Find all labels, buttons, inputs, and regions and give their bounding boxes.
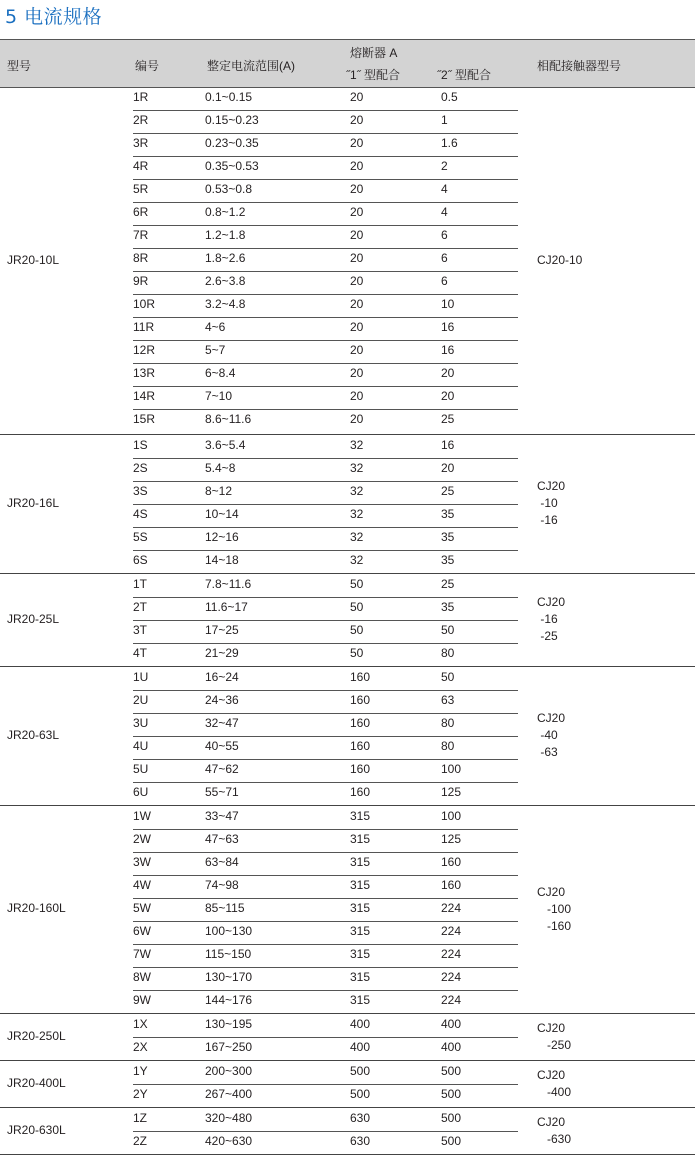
row-fuse-type2: 500 bbox=[441, 1111, 462, 1125]
contactor-model: CJ20 -10 -16 bbox=[537, 479, 566, 527]
contactor-model: CJ20-10 bbox=[537, 253, 583, 267]
row-code: 2Z bbox=[133, 1134, 148, 1148]
contactor-model: CJ20 -40 -63 bbox=[537, 711, 566, 759]
row-fuse-type2: 4 bbox=[441, 182, 448, 196]
row-range: 5~7 bbox=[205, 343, 226, 357]
row-fuse-type2: 63 bbox=[441, 693, 455, 707]
row-fuse-type2: 500 bbox=[441, 1134, 462, 1148]
row-range: 7.8~11.6 bbox=[205, 577, 252, 591]
row-code: 4U bbox=[133, 739, 149, 753]
table-bottom-border bbox=[0, 1154, 695, 1155]
row-fuse-type1: 630 bbox=[350, 1111, 371, 1125]
row-code: 5S bbox=[133, 530, 148, 544]
row-fuse-type1: 160 bbox=[350, 785, 371, 799]
table-row bbox=[133, 1014, 518, 1038]
row-fuse-type2: 224 bbox=[441, 970, 462, 984]
row-fuse-type1: 32 bbox=[350, 553, 364, 567]
model-name: JR20-630L bbox=[7, 1122, 66, 1137]
row-code: 2S bbox=[133, 461, 148, 475]
table-row bbox=[133, 340, 518, 364]
header-contactor: 相配接触器型号 bbox=[537, 59, 622, 73]
contactor-model: CJ20 -630 bbox=[537, 1114, 572, 1146]
row-fuse-type1: 315 bbox=[350, 970, 371, 984]
row-code: 1R bbox=[133, 90, 149, 104]
row-fuse-type1: 315 bbox=[350, 809, 371, 823]
row-code: 3W bbox=[133, 855, 151, 869]
row-code: 4R bbox=[133, 159, 149, 173]
table-row bbox=[133, 597, 518, 621]
row-fuse-type1: 20 bbox=[350, 343, 364, 357]
model-name: JR20-16L bbox=[7, 495, 60, 510]
header-code: 编号 bbox=[135, 59, 160, 73]
row-fuse-type2: 400 bbox=[441, 1017, 462, 1031]
row-fuse-type2: 400 bbox=[441, 1040, 462, 1054]
row-range: 40~55 bbox=[205, 739, 239, 753]
table-row bbox=[133, 550, 518, 573]
header-fuse: 熔断器 A bbox=[350, 46, 398, 60]
row-range: 63~84 bbox=[205, 855, 239, 869]
table-row bbox=[133, 435, 518, 459]
row-fuse-type2: 25 bbox=[441, 577, 455, 591]
row-fuse-type2: 125 bbox=[441, 832, 462, 846]
row-fuse-type2: 224 bbox=[441, 947, 462, 961]
table-row bbox=[133, 504, 518, 528]
model-group bbox=[0, 1013, 695, 1060]
table-row bbox=[133, 1084, 518, 1107]
table-row bbox=[133, 1061, 518, 1085]
table-row bbox=[133, 294, 518, 318]
row-code: 10R bbox=[133, 297, 156, 311]
model-name: JR20-250L bbox=[7, 1028, 66, 1043]
row-fuse-type1: 50 bbox=[350, 646, 364, 660]
row-code: 9R bbox=[133, 274, 149, 288]
row-fuse-type1: 400 bbox=[350, 1017, 371, 1031]
model-name: JR20-10L bbox=[7, 252, 60, 267]
row-range: 16~24 bbox=[205, 670, 239, 684]
table-row bbox=[133, 875, 518, 899]
row-code: 5R bbox=[133, 182, 149, 196]
row-fuse-type2: 125 bbox=[441, 785, 462, 799]
row-code: 6W bbox=[133, 924, 151, 938]
table-row bbox=[133, 156, 518, 180]
row-fuse-type2: 224 bbox=[441, 901, 462, 915]
row-code: 8R bbox=[133, 251, 149, 265]
row-fuse-type1: 20 bbox=[350, 182, 364, 196]
row-fuse-type2: 6 bbox=[441, 251, 448, 265]
row-fuse-type1: 20 bbox=[350, 366, 364, 380]
model-group bbox=[0, 805, 695, 1013]
header-model: 型号 bbox=[7, 59, 32, 73]
row-range: 21~29 bbox=[205, 646, 239, 660]
row-fuse-type1: 500 bbox=[350, 1087, 371, 1101]
table-row bbox=[133, 1037, 518, 1060]
model-name: JR20-25L bbox=[7, 611, 60, 626]
row-range: 115~150 bbox=[205, 947, 252, 961]
row-code: 5U bbox=[133, 762, 149, 776]
section-title: 5 电流规格 bbox=[5, 6, 103, 28]
model-name: JR20-400L bbox=[7, 1075, 66, 1090]
row-fuse-type1: 20 bbox=[350, 205, 364, 219]
row-fuse-type2: 224 bbox=[441, 924, 462, 938]
row-fuse-type1: 315 bbox=[350, 901, 371, 915]
table-row bbox=[133, 481, 518, 505]
row-range: 32~47 bbox=[205, 716, 239, 730]
row-fuse-type2: 50 bbox=[441, 623, 455, 637]
row-fuse-type2: 16 bbox=[441, 438, 455, 452]
table-row bbox=[133, 317, 518, 341]
table-row bbox=[133, 248, 518, 272]
row-code: 2T bbox=[133, 600, 148, 614]
row-code: 1Z bbox=[133, 1111, 148, 1125]
row-fuse-type2: 80 bbox=[441, 739, 455, 753]
row-code: 1W bbox=[133, 809, 151, 823]
table-row bbox=[133, 921, 518, 945]
row-fuse-type2: 6 bbox=[441, 228, 448, 242]
row-range: 3.6~5.4 bbox=[205, 438, 246, 452]
header-fuse-type1: ˝1˝ 型配合 bbox=[346, 68, 401, 82]
row-range: 8~12 bbox=[205, 484, 233, 498]
model-group bbox=[0, 434, 695, 573]
row-code: 3U bbox=[133, 716, 149, 730]
row-fuse-type2: 4 bbox=[441, 205, 448, 219]
row-range: 130~170 bbox=[205, 970, 253, 984]
table-row bbox=[133, 620, 518, 644]
row-range: 100~130 bbox=[205, 924, 253, 938]
table-row bbox=[133, 179, 518, 203]
row-fuse-type1: 500 bbox=[350, 1064, 371, 1078]
row-fuse-type1: 20 bbox=[350, 412, 364, 426]
row-fuse-type2: 80 bbox=[441, 646, 455, 660]
table-row bbox=[133, 458, 518, 482]
table-row bbox=[133, 110, 518, 134]
contactor-model: CJ20 -100 -160 bbox=[537, 884, 572, 933]
row-fuse-type1: 315 bbox=[350, 924, 371, 938]
row-code: 3T bbox=[133, 623, 148, 637]
row-range: 0.53~0.8 bbox=[205, 182, 253, 196]
row-range: 0.8~1.2 bbox=[205, 205, 246, 219]
row-fuse-type1: 32 bbox=[350, 461, 364, 475]
row-range: 2.6~3.8 bbox=[205, 274, 246, 288]
row-fuse-type2: 1 bbox=[441, 113, 448, 127]
row-fuse-type2: 500 bbox=[441, 1087, 462, 1101]
row-fuse-type2: 500 bbox=[441, 1064, 462, 1078]
model-group bbox=[0, 573, 695, 666]
row-fuse-type2: 10 bbox=[441, 297, 455, 311]
row-code: 1S bbox=[133, 438, 148, 452]
row-fuse-type2: 80 bbox=[441, 716, 455, 730]
row-fuse-type2: 35 bbox=[441, 600, 455, 614]
row-fuse-type1: 315 bbox=[350, 878, 371, 892]
table-row bbox=[133, 690, 518, 714]
row-code: 4T bbox=[133, 646, 148, 660]
row-fuse-type2: 16 bbox=[441, 343, 455, 357]
model-group bbox=[0, 87, 695, 434]
row-fuse-type2: 0.5 bbox=[441, 90, 458, 104]
row-range: 130~195 bbox=[205, 1017, 253, 1031]
row-fuse-type2: 35 bbox=[441, 530, 455, 544]
row-range: 1.8~2.6 bbox=[205, 251, 246, 265]
table-row bbox=[133, 852, 518, 876]
row-range: 0.15~0.23 bbox=[205, 113, 259, 127]
row-fuse-type1: 50 bbox=[350, 623, 364, 637]
table-row bbox=[133, 202, 518, 226]
row-range: 167~250 bbox=[205, 1040, 253, 1054]
row-fuse-type1: 20 bbox=[350, 90, 364, 104]
row-fuse-type2: 224 bbox=[441, 993, 462, 1007]
row-code: 4S bbox=[133, 507, 148, 521]
row-code: 15R bbox=[133, 412, 156, 426]
row-code: 2Y bbox=[133, 1087, 148, 1101]
row-code: 3R bbox=[133, 136, 149, 150]
model-group bbox=[0, 1107, 695, 1154]
row-code: 2W bbox=[133, 832, 151, 846]
table-row bbox=[133, 363, 518, 387]
row-fuse-type1: 32 bbox=[350, 438, 364, 452]
row-fuse-type2: 35 bbox=[441, 507, 455, 521]
row-range: 320~480 bbox=[205, 1111, 253, 1125]
table-row bbox=[133, 225, 518, 249]
row-code: 1U bbox=[133, 670, 149, 684]
row-code: 4W bbox=[133, 878, 151, 892]
row-range: 12~16 bbox=[205, 530, 239, 544]
row-fuse-type2: 25 bbox=[441, 412, 455, 426]
table-header bbox=[0, 39, 695, 88]
table-row bbox=[133, 667, 518, 691]
row-range: 420~630 bbox=[205, 1134, 253, 1148]
table-row bbox=[133, 527, 518, 551]
row-fuse-type1: 315 bbox=[350, 947, 371, 961]
row-range: 47~63 bbox=[205, 832, 239, 846]
row-range: 0.35~0.53 bbox=[205, 159, 259, 173]
table-row bbox=[133, 87, 518, 111]
row-fuse-type1: 20 bbox=[350, 274, 364, 288]
model-group bbox=[0, 666, 695, 805]
row-fuse-type2: 160 bbox=[441, 855, 462, 869]
row-fuse-type2: 50 bbox=[441, 670, 455, 684]
row-range: 17~25 bbox=[205, 623, 239, 637]
row-fuse-type1: 32 bbox=[350, 530, 364, 544]
table-row bbox=[133, 574, 518, 598]
row-range: 3.2~4.8 bbox=[205, 297, 246, 311]
row-code: 2X bbox=[133, 1040, 148, 1054]
row-fuse-type2: 100 bbox=[441, 809, 462, 823]
row-range: 4~6 bbox=[205, 320, 226, 334]
row-range: 14~18 bbox=[205, 553, 239, 567]
model-name: JR20-160L bbox=[7, 901, 66, 915]
row-fuse-type1: 20 bbox=[350, 389, 364, 403]
row-fuse-type1: 315 bbox=[350, 993, 371, 1007]
row-range: 11.6~17 bbox=[205, 600, 248, 614]
row-fuse-type1: 20 bbox=[350, 297, 364, 311]
row-fuse-type1: 315 bbox=[350, 832, 371, 846]
row-fuse-type1: 20 bbox=[350, 159, 364, 173]
row-code: 13R bbox=[133, 366, 156, 380]
row-code: 2R bbox=[133, 113, 149, 127]
table-row bbox=[133, 829, 518, 853]
row-range: 85~115 bbox=[205, 901, 245, 915]
model-group bbox=[0, 1060, 695, 1107]
row-code: 7R bbox=[133, 228, 149, 242]
table-row bbox=[133, 806, 518, 830]
row-range: 74~98 bbox=[205, 878, 239, 892]
table-row bbox=[133, 898, 518, 922]
row-fuse-type1: 400 bbox=[350, 1040, 371, 1054]
row-fuse-type2: 20 bbox=[441, 366, 455, 380]
row-fuse-type1: 160 bbox=[350, 739, 371, 753]
table-row bbox=[133, 944, 518, 968]
row-code: 1Y bbox=[133, 1064, 148, 1078]
table-row bbox=[133, 1108, 518, 1132]
row-code: 1T bbox=[133, 577, 148, 591]
row-range: 8.6~11.6 bbox=[205, 412, 252, 426]
row-fuse-type1: 630 bbox=[350, 1134, 371, 1148]
row-fuse-type2: 25 bbox=[441, 484, 455, 498]
header-fuse-type2: ˝2˝ 型配合 bbox=[437, 68, 492, 82]
table-row bbox=[133, 736, 518, 760]
table-row bbox=[133, 643, 518, 666]
row-range: 7~10 bbox=[205, 389, 233, 403]
table-row bbox=[133, 759, 518, 783]
row-code: 1X bbox=[133, 1017, 148, 1031]
row-code: 12R bbox=[133, 343, 156, 357]
row-fuse-type2: 1.6 bbox=[441, 136, 458, 150]
row-fuse-type1: 20 bbox=[350, 320, 364, 334]
table-row bbox=[133, 133, 518, 157]
row-fuse-type1: 32 bbox=[350, 507, 364, 521]
contactor-model: CJ20 -16 -25 bbox=[537, 595, 566, 643]
row-range: 200~300 bbox=[205, 1064, 253, 1078]
row-code: 9W bbox=[133, 993, 151, 1007]
row-fuse-type2: 2 bbox=[441, 159, 448, 173]
row-code: 7W bbox=[133, 947, 151, 961]
row-fuse-type2: 20 bbox=[441, 461, 455, 475]
model-name: JR20-63L bbox=[7, 727, 60, 742]
table-row bbox=[133, 409, 518, 432]
row-range: 267~400 bbox=[205, 1087, 253, 1101]
row-fuse-type1: 50 bbox=[350, 600, 364, 614]
row-fuse-type1: 32 bbox=[350, 484, 364, 498]
row-code: 5W bbox=[133, 901, 151, 915]
row-range: 6~8.4 bbox=[205, 366, 236, 380]
row-fuse-type2: 16 bbox=[441, 320, 455, 334]
row-fuse-type1: 160 bbox=[350, 670, 371, 684]
row-fuse-type1: 160 bbox=[350, 762, 371, 776]
table-row bbox=[133, 990, 518, 1013]
row-range: 5.4~8 bbox=[205, 461, 236, 475]
row-range: 55~71 bbox=[205, 785, 239, 799]
row-fuse-type1: 20 bbox=[350, 228, 364, 242]
table-row bbox=[133, 782, 518, 805]
row-code: 6S bbox=[133, 553, 148, 567]
row-fuse-type1: 20 bbox=[350, 251, 364, 265]
row-code: 3S bbox=[133, 484, 148, 498]
row-fuse-type1: 160 bbox=[350, 716, 371, 730]
row-code: 8W bbox=[133, 970, 151, 984]
row-fuse-type2: 160 bbox=[441, 878, 462, 892]
row-fuse-type1: 20 bbox=[350, 113, 364, 127]
row-fuse-type1: 160 bbox=[350, 693, 371, 707]
row-range: 33~47 bbox=[205, 809, 239, 823]
table-row bbox=[133, 1131, 518, 1154]
row-code: 6R bbox=[133, 205, 149, 219]
header-range: 整定电流范围(A) bbox=[207, 59, 295, 73]
row-code: 2U bbox=[133, 693, 149, 707]
row-fuse-type2: 35 bbox=[441, 553, 455, 567]
row-code: 6U bbox=[133, 785, 149, 799]
row-fuse-type1: 50 bbox=[350, 577, 364, 591]
row-fuse-type2: 100 bbox=[441, 762, 462, 776]
row-range: 1.2~1.8 bbox=[205, 228, 246, 242]
row-range: 144~176 bbox=[205, 993, 253, 1007]
row-range: 0.23~0.35 bbox=[205, 136, 259, 150]
table-row bbox=[133, 386, 518, 410]
row-range: 24~36 bbox=[205, 693, 239, 707]
row-code: 14R bbox=[133, 389, 156, 403]
row-range: 47~62 bbox=[205, 762, 239, 776]
row-range: 0.1~0.15 bbox=[205, 90, 253, 104]
row-fuse-type2: 20 bbox=[441, 389, 455, 403]
row-code: 11R bbox=[133, 320, 155, 334]
table-row bbox=[133, 713, 518, 737]
row-range: 10~14 bbox=[205, 507, 239, 521]
row-fuse-type1: 20 bbox=[350, 136, 364, 150]
contactor-model: CJ20 -400 bbox=[537, 1067, 572, 1099]
table-row bbox=[133, 967, 518, 991]
row-fuse-type1: 315 bbox=[350, 855, 371, 869]
table-row bbox=[133, 271, 518, 295]
contactor-model: CJ20 -250 bbox=[537, 1020, 572, 1052]
row-fuse-type2: 6 bbox=[441, 274, 448, 288]
